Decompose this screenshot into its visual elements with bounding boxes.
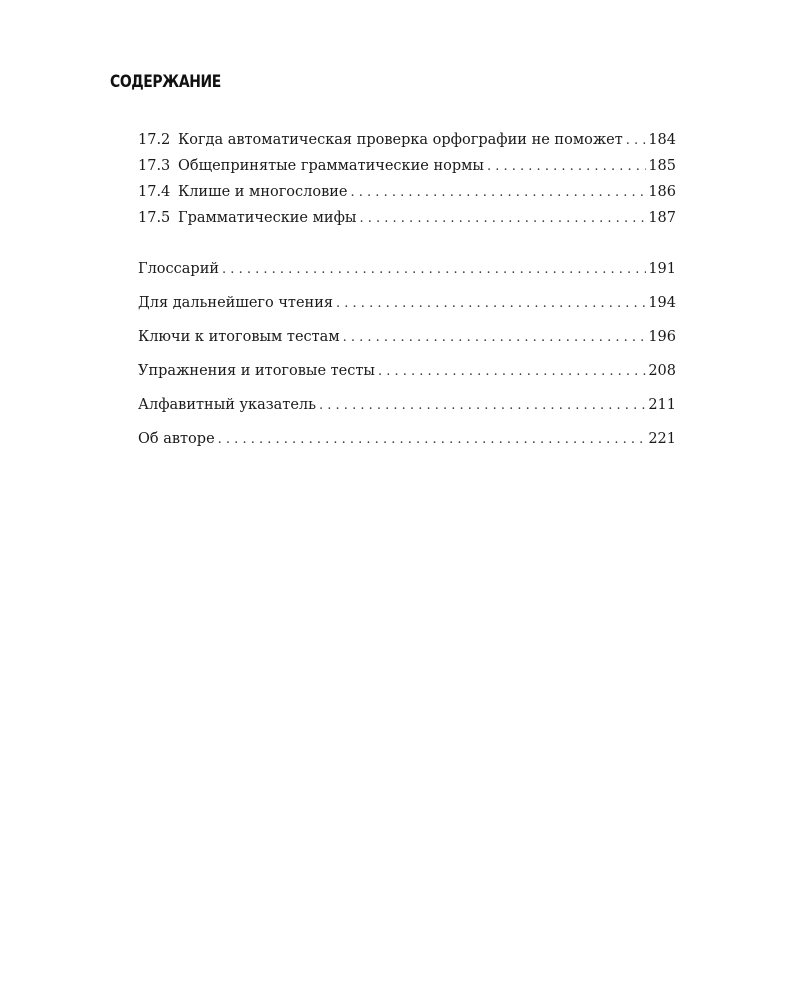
toc-entry[interactable] xyxy=(138,259,676,293)
dot-leader xyxy=(378,362,646,382)
dot-leader xyxy=(319,396,646,416)
toc-entry-title: Глоссарий xyxy=(138,261,220,277)
dot-leader xyxy=(343,328,647,348)
toc-entry-page: 184 xyxy=(648,132,676,148)
toc-entry-title: Ключи к итоговым тестам xyxy=(138,329,340,345)
toc-entry-page: 211 xyxy=(648,397,676,413)
toc-entry-page: 221 xyxy=(648,431,676,447)
toc-entry[interactable] xyxy=(138,208,676,234)
toc-entry[interactable] xyxy=(138,327,676,361)
toc-entry-title: Алфавитный указатель xyxy=(138,397,317,413)
toc-entry-page: 196 xyxy=(648,329,676,345)
toc-appendices-list xyxy=(138,259,676,463)
toc-entry-page: 194 xyxy=(648,295,676,311)
toc-entry-title: Клише и многословие xyxy=(178,184,348,200)
toc-entry-page: 186 xyxy=(648,184,676,200)
toc-entry-title: Общепринятые грамматические нормы xyxy=(178,158,484,174)
toc-entry[interactable] xyxy=(138,130,676,156)
dot-leader xyxy=(222,260,646,280)
page-title: СОДЕРЖАНИЕ xyxy=(110,72,221,92)
toc-entry-title: Для дальнейшего чтения xyxy=(138,295,334,311)
toc-entry[interactable] xyxy=(138,395,676,429)
toc-entry[interactable] xyxy=(138,429,676,463)
toc-entry-number: 17.5 xyxy=(138,210,171,226)
toc-entry-page: 191 xyxy=(648,261,676,277)
toc-entry-number: 17.2 xyxy=(138,132,171,148)
dot-leader xyxy=(351,183,647,203)
toc-entry-title: Об авторе xyxy=(138,431,215,447)
toc-entry[interactable] xyxy=(138,182,676,208)
dot-leader xyxy=(218,430,647,450)
toc-entry-number: 17.3 xyxy=(138,158,171,174)
toc-sections-list xyxy=(138,130,676,234)
toc-entry[interactable] xyxy=(138,156,676,182)
toc-entry-number: 17.4 xyxy=(138,184,171,200)
dot-leader xyxy=(626,131,647,151)
toc-entry-page: 208 xyxy=(648,363,676,379)
toc-entry-title: Упражнения и итоговые тесты xyxy=(138,363,375,379)
toc-entry-page: 187 xyxy=(648,210,676,226)
toc-entry-title: Когда автоматическая проверка орфографии не поможет xyxy=(178,132,623,148)
dot-leader xyxy=(336,294,646,314)
toc-entry-title: Грамматические мифы xyxy=(178,210,357,226)
toc-entry-page: 185 xyxy=(648,158,676,174)
toc-entry[interactable] xyxy=(138,361,676,395)
dot-leader xyxy=(359,209,646,229)
toc-entry[interactable] xyxy=(138,293,676,327)
dot-leader xyxy=(487,157,646,177)
